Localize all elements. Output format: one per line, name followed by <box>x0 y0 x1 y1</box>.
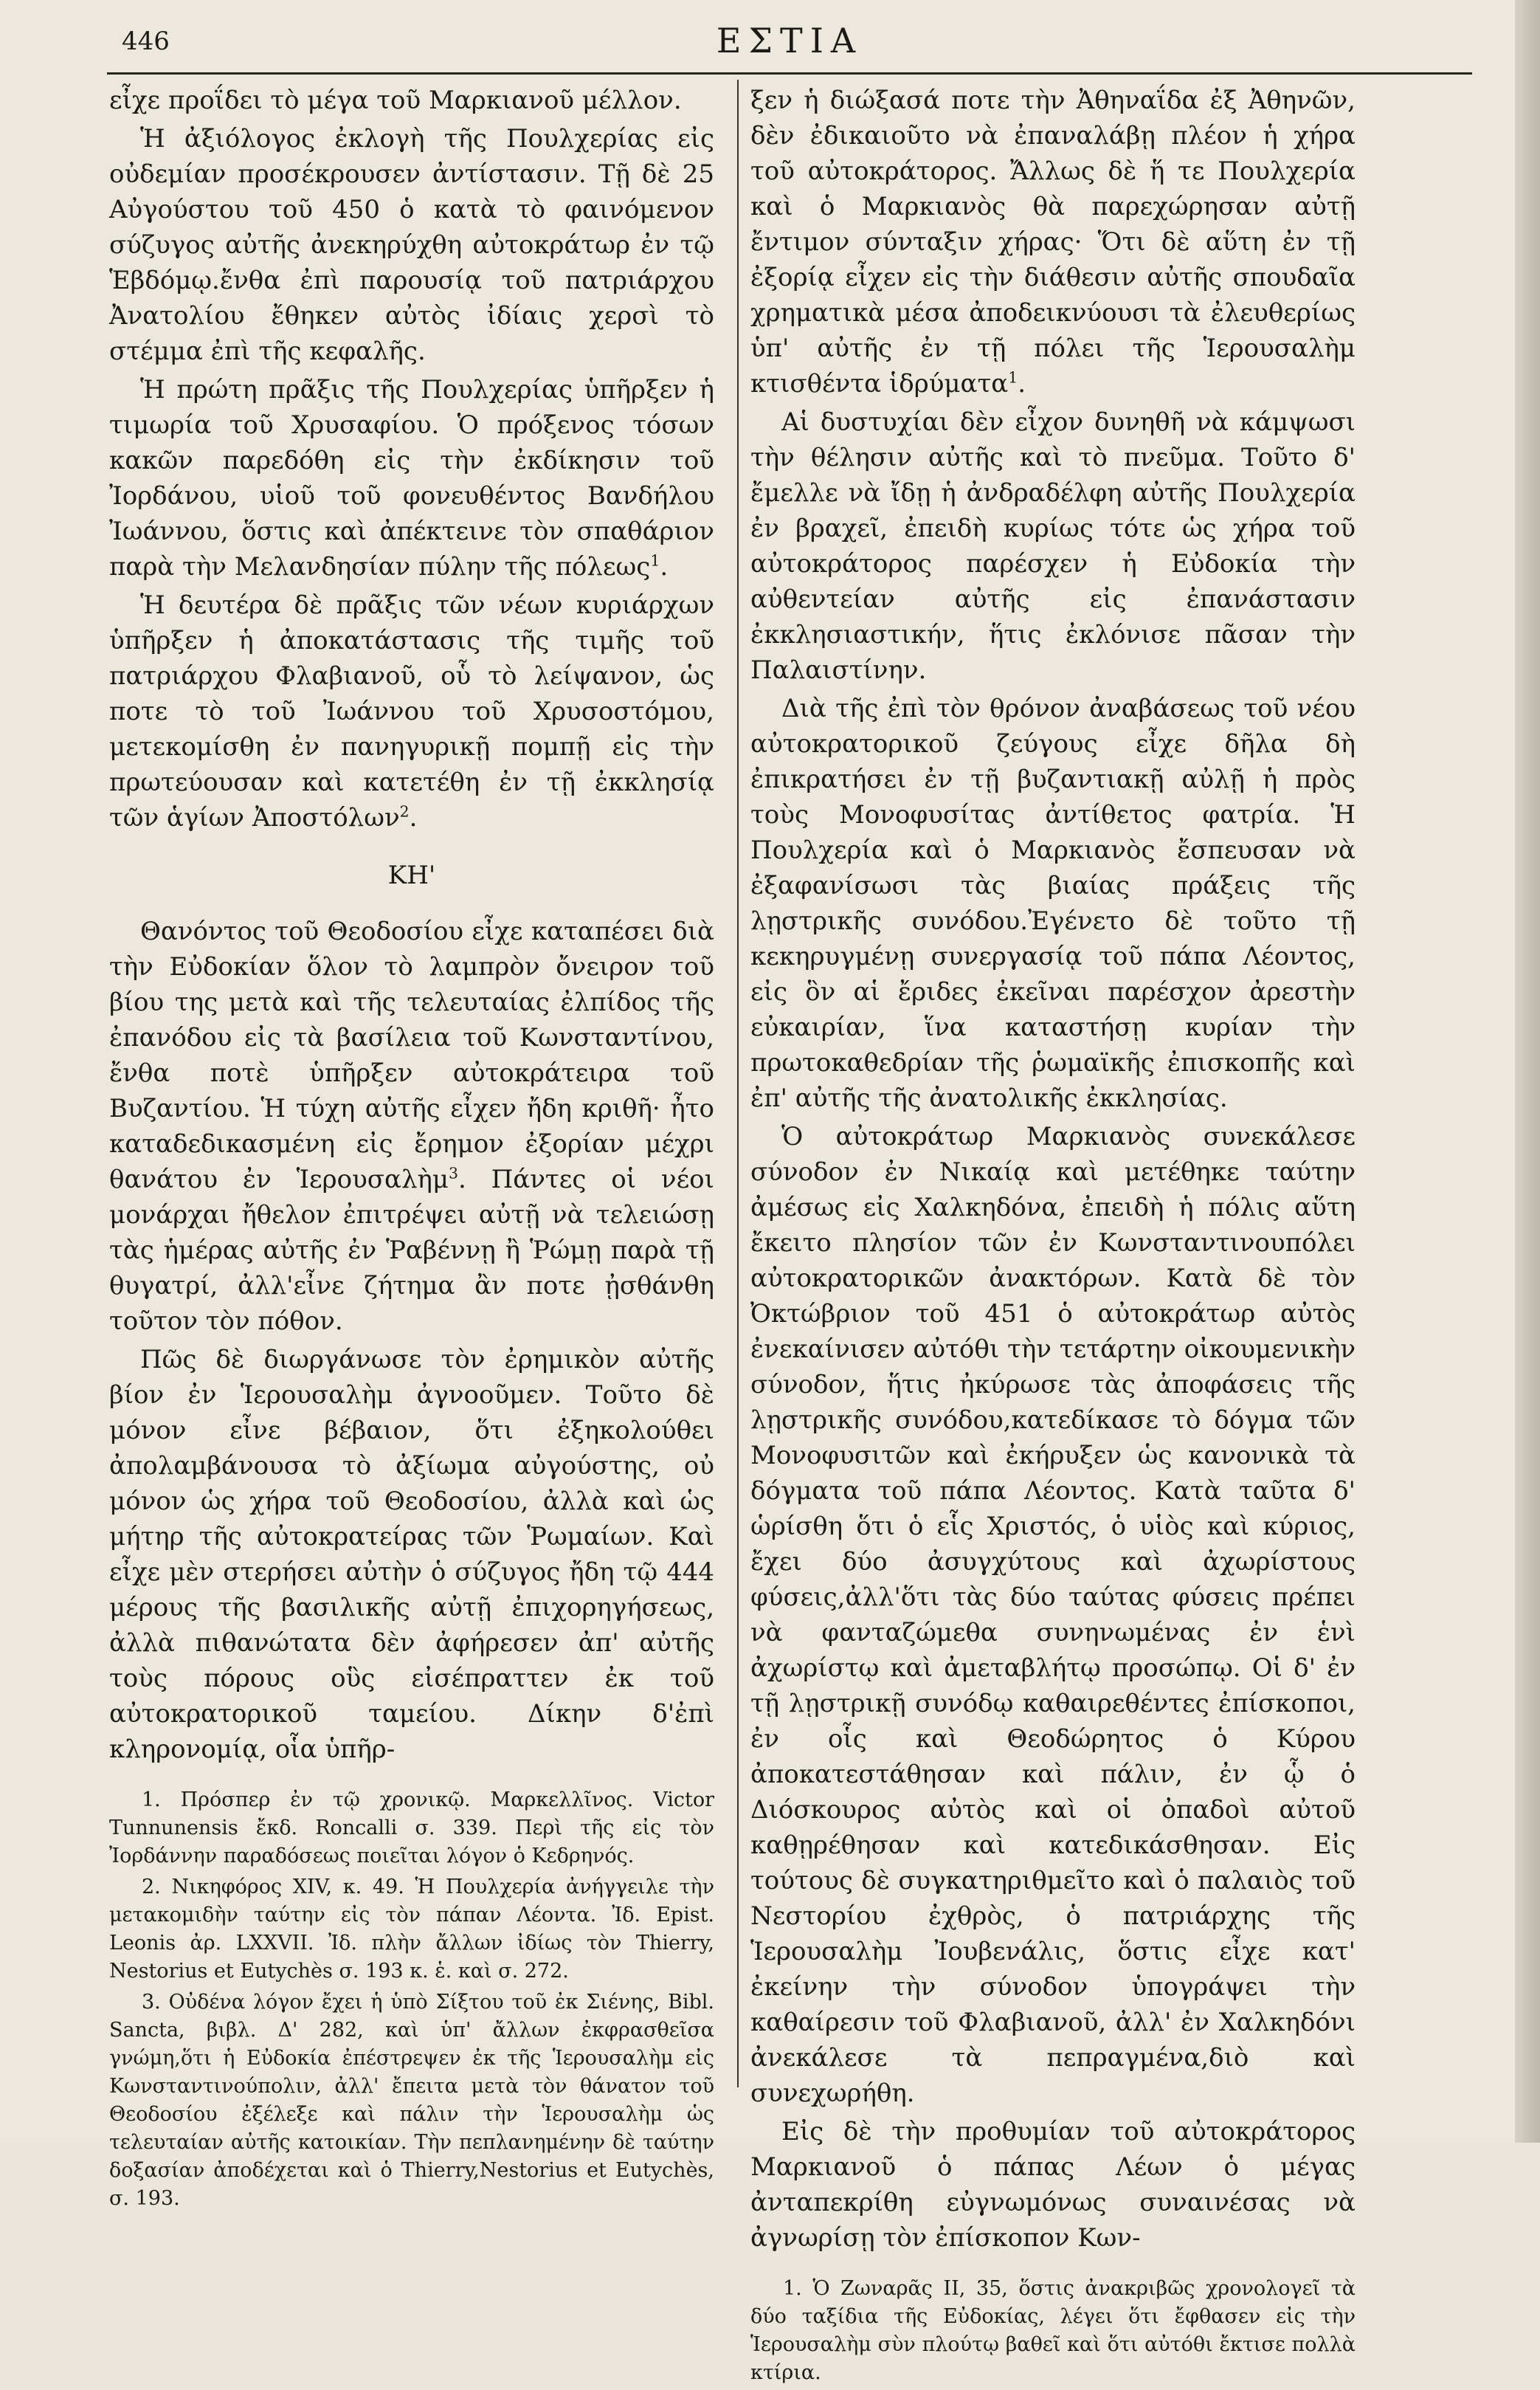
footnote-separator <box>109 1770 714 1786</box>
paragraph: Ὁ αὐτοκράτωρ Μαρκιανὸς συνεκάλεσε σύνοδον ἐν Νικαίᾳ καὶ μετέθηκε ταύτην ἀμέσως εἰς Χαλκηδόνα, ἐπειδὴ ἡ πόλις αὕτη ἔκειτο πλησίον τῶν ἐν Κωνσταντινουπόλει αὐτοκρατορικῶν ἀνακτόρων. Κατὰ δὲ τὸν Ὀκτώβριον τοῦ 451 ὁ αὐτοκράτωρ αὐτὸς ἐνεκαίνισεν αὐτόθι τὴν τετάρτην οἰκουμενικὴν σύνοδον, ἥτις ἠκύρωσε τὰς ἀποφάσεις τῆς λῃστρικῆς συνόδου,κατεδίκασε τὸ δόγμα τῶν Μονοφυσιτῶν καὶ ἐκήρυξεν ὡς κανονικὰ τὰ δόγματα τοῦ πάπα Λέοντος. Κατὰ ταῦτα δ' ὡρίσθη ὅτι ὁ εἷς Χριστός, ὁ υἱὸς καὶ κύριος, ἔχει δύο ἀσυγχύτους καὶ ἀχωρίστους φύσεις,ἀλλ'ὅτι τὰς δύο ταύτας φύσεις πρέπει νὰ φανταζώμεθα συνηνωμένας ἐν ἑνὶ ἀχωρίστῳ καὶ ἀμεταβλήτῳ προσώπῳ. Οἱ δ' ἐν τῇ λῃστρικῇ συνόδῳ καθαιρεθέντες ἐπίσκοποι, ἐν οἷς καὶ Θεοδώρητος ὁ Κύρου ἀποκατεστάθησαν καὶ πάλιν, ἐν ᾧ ὁ Διόσκουρος αὐτὸς καὶ οἱ ὀπαδοὶ αὐτοῦ καθῃρέθησαν καὶ κατεδικάσθησαν. Εἰς τούτους δὲ συγκατηριθμεῖτο καὶ ὁ παλαιὸς τοῦ Νεστορίου ἐχθρὸς, ὁ πατριάρχης τῆς Ἱερουσαλὴμ Ἰουβενάλις, ὅστις εἶχε κατ' ἐκείνην τὴν σύνοδον ὑπογράψει τὴν καθαίρεσιν τοῦ Φλαβιανοῦ, ἀλλ' ἐν Χαλκηδόνι ἀνεκάλεσε τὰ πεπραγμένα,διὸ καὶ συνεχωρήθη. <box>750 1122 1356 2108</box>
paragraph: ξεν ἡ διώξασά ποτε τὴν Ἀθηναΐδα ἐξ Ἀθηνῶν, δὲν ἐδικαιοῦτο νὰ ἐπαναλάβῃ πλέον ἡ χήρα τοῦ αὐτοκράτορος. Ἄλλως δὲ ἥ τε Πουλχερία καὶ ὁ Μαρκιανὸς θὰ παρεχώρησαν αὐτῇ ἔντιμον σύνταξιν χήρας· Ὅτι δὲ αὕτη ἐν τῇ ἐξορίᾳ εἶχεν εἰς τὴν διάθεσιν αὐτῆς σπουδαῖα χρηματικὰ μέσα ἀποδεικνύουσι τὰ ἐλευθερίως ὑπ' αὐτῆς ἐν τῇ πόλει τῆς Ἱερουσαλὴμ κτισθέντα ἱδρύματα$^1$. <box>750 86 1356 399</box>
footnote-separator <box>750 2259 1356 2275</box>
right-column <box>750 83 1356 2390</box>
footnote: 1. Ὁ Ζωναρᾶς II, 35, ὅστις ἀνακριβῶς χρονολογεῖ τὰ δύο ταξίδια τῆς Εὐδοκίας, λέγει ὅτι ἔφθασεν εἰς τὴν Ἱερουσαλὴμ σὺν πλούτῳ βαθεῖ καὶ ὅτι αὐτόθι ἔκτισε πολλὰ κτίρια. <box>750 2277 1356 2384</box>
paragraph: Πῶς δὲ διωργάνωσε τὸν ἐρημικὸν αὐτῆς βίον ἐν Ἱερουσαλὴμ ἀγνοοῦμεν. Τοῦτο δὲ μόνον εἶνε βέβαιον, ὅτι ἐξηκολούθει ἀπολαμβάνουσα τὸ ἀξίωμα αὐγούστης, οὐ μόνον ὡς χήρα τοῦ Θεοδοσίου, ἀλλὰ καὶ ὡς μήτηρ τῆς αὐτοκρατείρας τῶν Ῥωμαίων. Καὶ εἶχε μὲν στερήσει αὐτὴν ὁ σύζυγος ἤδη τῷ 444 μέρους τῆς βασιλικῆς αὐτῇ ἐπιχορηγήσεως, ἀλλὰ πιθανώτατα δὲν ἀφήρεσεν ἀπ' αὐτῆς τοὺς πόρους οὓς εἰσέπραττεν ἐκ τοῦ αὐτοκρατορικοῦ ταμείου. Δίκην δ'ἐπὶ κληρονομίᾳ, οἷα ὑπῆρ- <box>109 1345 714 1764</box>
paragraph: εἶχε προΐδει τὸ μέγα τοῦ Μαρκιανοῦ μέλλον. <box>109 86 682 115</box>
footnote: 2. Νικηφόρος XIV, κ. 49. Ἡ Πουλχερία ἀνήγγειλε τὴν μετακομιδὴν ταύτην εἰς τὸν πάπαν Λέοντα. Ἰδ. Epist. Leonis ἀρ. LXXVII. Ἰδ. πλὴν ἄλλων ἰδίως τὸν Thierry, Nestorius et Eutychès σ. 193 κ. ἑ. καὶ σ. 272. <box>109 1876 714 1983</box>
paragraph: Αἱ δυστυχίαι δὲν εἶχον δυνηθῆ νὰ κάμψωσι τὴν θέλησιν αὐτῆς καὶ τὸ πνεῦμα. Τοῦτο δ' ἔμελλε νὰ ἴδῃ ἡ ἀνδραδέλφη αὐτῆς Πουλχερία ἐν βραχεῖ, ἐπειδὴ κυρίως τότε ὡς χήρα τοῦ αὐτοκράτορος παρέσχεν ἡ Εὐδοκία τὴν αὐθεντείαν αὐτῆς εἰς ἐπανάστασιν ἐκκλησιαστικήν, ἥτις ἐκλόνισε πᾶσαν τὴν Παλαιστίνην. <box>750 407 1356 685</box>
page-number: 446 <box>122 27 170 56</box>
footnote-ref: 1 <box>1008 368 1018 387</box>
running-title: ΕΣΤΙΑ <box>716 21 863 61</box>
footnote-ref: 1 <box>650 551 660 570</box>
section-heading: ΚΗ' <box>387 861 436 890</box>
header-rule <box>107 72 1472 75</box>
footnote-ref: 2 <box>399 802 410 821</box>
paragraph: Διὰ τῆς ἐπὶ τὸν θρόνον ἀναβάσεως τοῦ νέου αὐτοκρατορικοῦ ζεύγους εἶχε δῆλα δὴ ἐπικρατήσει ἐν τῇ βυζαντιακῇ αὐλῇ ἡ πρὸς τοὺς Μονοφυσίτας ἀντίθετος φατρία. Ἡ Πουλχερία καὶ ὁ Μαρκιανὸς ἔσπευσαν νὰ ἐξαφανίσωσι τὰς βιαίας πράξεις τῆς λῃστρικῆς συνόδου.Ἐγένετο δὲ τοῦτο τῇ κεκηρυγμένῃ συνεργασίᾳ τοῦ πάπα Λέοντος, εἰς ὃν αἱ ἔριδες ἐκεῖναι παρέσχον ἀρεστὴν εὐκαιρίαν, ἵνα καταστήσῃ κυρίαν τὴν πρωτοκαθεδρίαν τῆς ῥωμαϊκῆς ἐπισκοπῆς καὶ ἐπ' αὐτῆς τῆς ἀνατολικῆς ἐκκλησίας. <box>750 694 1356 1113</box>
paragraph: Ἡ δευτέρα δὲ πρᾶξις τῶν νέων κυριάρχων ὑπῆρξεν ἡ ἀποκατάστασις τῆς τιμῆς τοῦ πατριάρχου Φλαβιανοῦ, οὗ τὸ λείψανον, ὡς ποτε τὸ τοῦ Ἰωάννου τοῦ Χρυσοστόμου, μετεκομίσθη ἐν πανηγυρικῇ πομπῇ εἰς τὴν πρωτεύουσαν καὶ κατετέθη ἐν τῇ ἐκκλησίᾳ τῶν ἁγίων Ἀποστόλων$^2$. <box>109 590 714 833</box>
left-column <box>109 83 714 2216</box>
page-spine <box>1515 0 1540 2143</box>
paragraph: Ἡ πρώτη πρᾶξις τῆς Πουλχερίας ὑπῆρξεν ἡ τιμωρία τοῦ Χρυσαφίου. Ὁ πρόξενος τόσων κακῶν παρεδόθη εἰς τὴν ἐκδίκησιν τοῦ Ἰορδάνου, υἱοῦ τοῦ φονευθέντος Βανδήλου Ἰωάννου, ὅστις καὶ ἀπέκτεινε τὸν σπαθάριον παρὰ τὴν Μελανδησίαν πύλην τῆς πόλεως$^1$. <box>109 375 714 582</box>
page-header <box>107 21 1472 62</box>
paragraph: Ἡ ἀξιόλογος ἐκλογὴ τῆς Πουλχερίας εἰς οὐδεμίαν προσέκρουσεν ἀντίστασιν. Τῇ δὲ 25 Αὐγούστου τοῦ 450 ὁ κατὰ τὸ φαινόμενον σύζυγος αὐτῆς ἀνεκηρύχθη αὐτοκράτωρ ἐν τῷ Ἑβδόμῳ.ἔνθα ἐπὶ παρουσίᾳ τοῦ πατριάρχου Ἀνατολίου ἔθηκεν αὐτὸς ἰδίαις χερσὶ τὸ στέμμα ἐπὶ τῆς κεφαλῆς. <box>109 124 714 366</box>
footnote-ref: 3 <box>448 1164 458 1182</box>
paragraph: Εἰς δὲ τὴν προθυμίαν τοῦ αὐτοκράτορος Μαρκιανοῦ ὁ πάπας Λέων ὁ μέγας ἀνταπεκρίθη εὐγνωμόνως συναινέσας νὰ ἀγνωρίσῃ τὸν ἐπίσκοπον Κων- <box>750 2117 1356 2253</box>
footnote: 3. Οὐδένα λόγον ἔχει ἡ ὑπὸ Σίξτου τοῦ ἐκ Σιένης, Bibl. Sancta, βιβλ. Δ' 282, καὶ ὑπ' ἄλλων ἐκφρασθεῖσα γνώμη,ὅτι ἡ Εὐδοκία ἐπέστρεψεν ἐκ τῆς Ἱερουσαλὴμ εἰς Κωνσταντινούπολιν, ἀλλ' ἔπειτα μετὰ τὸν θάνατον τοῦ Θεοδοσίου ἐξέλεξε καὶ πάλιν τὴν Ἱερουσαλὴμ ὡς τελευταίαν αὐτῆς κατοικίαν. Τὴν πεπλανημένην δὲ ταύτην δοξασίαν ἀποδέχεται καὶ ὁ Thierry,Nestorius et Eutychès, σ. 193. <box>109 1991 714 2210</box>
column-divider <box>737 80 739 2087</box>
footnote: 1. Πρόσπερ ἐν τῷ χρονικῷ. Μαρκελλῖνος. Victor Tunnunensis ἔκδ. Roncalli σ. 339. Περὶ τῆς εἰς τὸν Ἰορδάννην παραδόσεως ποιεῖται λόγον ὁ Κεδρηνός. <box>109 1788 714 1867</box>
paragraph: Θανόντος τοῦ Θεοδοσίου εἶχε καταπέσει διὰ τὴν Εὐδοκίαν ὅλον τὸ λαμπρὸν ὄνειρον τοῦ βίου της μετὰ καὶ τῆς τελευταίας ἐλπίδος τῆς ἐπανόδου εἰς τὰ βασίλεια τοῦ Κωνσταντίνου, ἔνθα ποτὲ ὑπῆρξεν αὐτοκράτειρα τοῦ Βυζαντίου. Ἡ τύχη αὐτῆς εἶχεν ἤδη κριθῆ· ἦτο καταδεδικασμένη εἰς ἔρημον ἐξορίαν μέχρι θανάτου ἐν Ἱερουσαλὴμ$^3$. Πάντες οἱ νέοι μονάρχαι ἤθελον ἐπιτρέψει αὐτῇ νὰ τελειώσῃ τὰς ἡμέρας αὐτῆς ἐν Ῥαβέννῃ ἢ Ῥώμῃ παρὰ τῇ θυγατρί, ἀλλ'εἶνε ζήτημα ἂν ποτε ᾐσθάνθη τοῦτον τὸν πόθον. <box>109 917 714 1336</box>
